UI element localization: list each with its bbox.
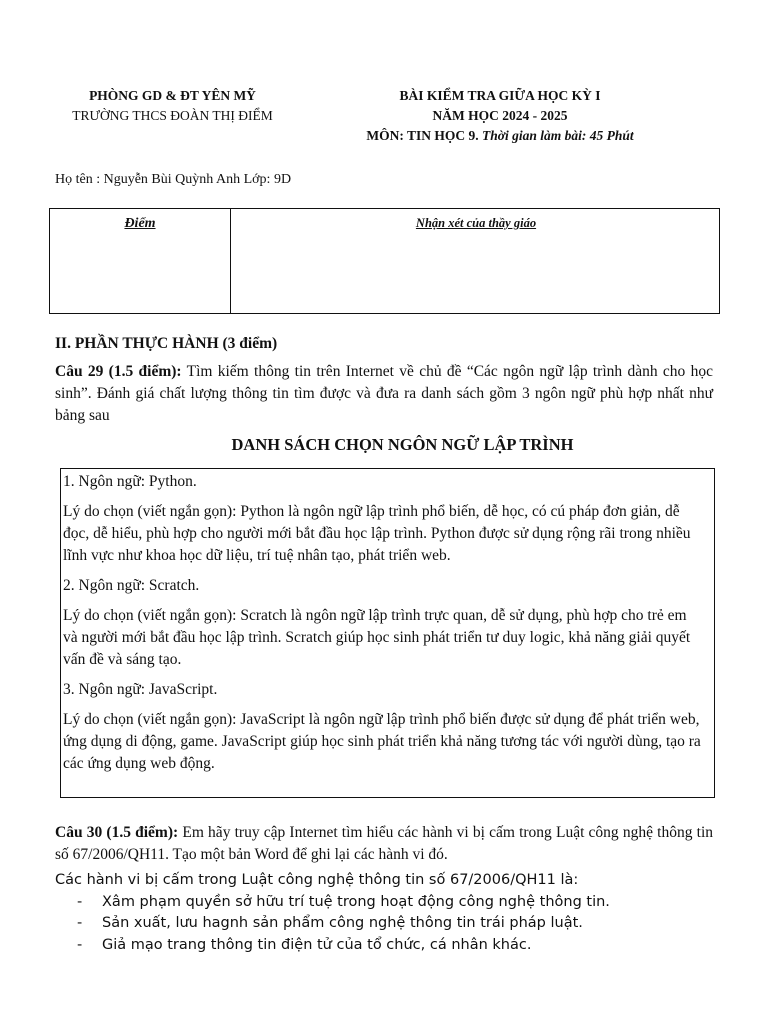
list-item-text: Giả mạo trang thông tin điện tử của tổ chức, cá nhân khác. xyxy=(102,936,532,953)
score-table xyxy=(49,208,720,314)
question-30-text: Em hãy truy cập Internet tìm hiểu các hành vi bị cấm trong Luật công nghệ thông tin số 67/2006/QH11. Tạo một bản Word để ghi lại các hành vi đó. xyxy=(55,824,713,863)
subject: MÔN: TIN HỌC 9. xyxy=(366,128,479,143)
prohibited-list xyxy=(55,892,735,957)
score-label: Điểm xyxy=(124,216,156,231)
prohibited-intro: Các hành vi bị cấm trong Luật công nghệ thông tin số 67/2006/QH11 là: xyxy=(55,872,579,888)
exam-title: BÀI KIỂM TRA GIỮA HỌC KỲ I xyxy=(399,88,601,103)
question-30-label: Câu 30 (1.5 điểm): xyxy=(55,824,179,841)
exam-duration: Thời gian làm bài: 45 Phút xyxy=(481,128,634,143)
department-name: PHÒNG GD & ĐT YÊN MỸ xyxy=(89,88,256,103)
subject-line xyxy=(330,126,670,146)
answer-reason-1: Lý do chọn (viết ngắn gọn): Python là ngôn ngữ lập trình phổ biến, dễ học, có cú pháp đơn giản, dễ đọc, dễ hiểu, phù hợp cho người mới bắt đầu học lập trình. Python được sử dụng rộng rãi trong nhiều lĩnh vực như khoa học dữ liệu, trí tuệ nhân tạo, phát triển web. xyxy=(63,503,691,564)
dash-bullet: - xyxy=(77,936,83,953)
list-title: DANH SÁCH CHỌN NGÔN NGỮ LẬP TRÌNH xyxy=(231,435,574,454)
answer-language-2: 2. Ngôn ngữ: Scratch. xyxy=(63,577,200,594)
school-year: NĂM HỌC 2024 - 2025 xyxy=(432,108,568,123)
question-29-text: Tìm kiếm thông tin trên Internet về chủ đề “Các ngôn ngữ lập trình dành cho học sinh”. Đánh giá chất lượng thông tin tìm được và đưa ra danh sách gồm 3 ngôn ngữ phù hợp nhất như bảng sau xyxy=(55,363,713,424)
answer-box xyxy=(60,468,715,798)
school-name: TRƯỜNG THCS ĐOÀN THỊ ĐIỂM xyxy=(72,108,273,123)
question-29-label: Câu 29 (1.5 điểm): xyxy=(55,363,182,380)
answer-language-1: 1. Ngôn ngữ: Python. xyxy=(63,473,197,490)
list-item xyxy=(55,892,735,914)
student-info: Họ tên : Nguyễn Bùi Quỳnh Anh Lớp: 9D xyxy=(55,172,292,187)
answer-reason-3: Lý do chọn (viết ngắn gọn): JavaScript là ngôn ngữ lập trình phổ biến được sử dụng để phát triển web, ứng dụng di động, game. JavaScript giúp học sinh phát triển khả năng tương tác với người dùng, tạo ra các ứng dụng web động. xyxy=(63,711,701,772)
prohibited-acts xyxy=(55,870,735,956)
question-29 xyxy=(55,361,713,427)
section-title: II. PHẦN THỰC HÀNH (3 điểm) xyxy=(55,335,278,352)
dash-bullet: - xyxy=(77,915,83,931)
answer-language-3: 3. Ngôn ngữ: JavaScript. xyxy=(63,681,218,698)
list-item-text: Sản xuất, lưu hagnh sản phẩm công nghệ thông tin trái pháp luật. xyxy=(102,915,583,931)
list-item xyxy=(55,935,735,957)
list-item-text: Xâm phạm quyền sở hữu trí tuệ trong hoạt động công nghệ thông tin. xyxy=(102,893,610,910)
question-30 xyxy=(55,822,713,866)
teacher-comment-label: Nhận xét của thầy giáo xyxy=(415,216,537,230)
school-header xyxy=(40,86,305,126)
exam-header xyxy=(330,86,670,146)
list-item xyxy=(55,913,735,935)
dash-bullet: - xyxy=(77,893,83,910)
answer-reason-2: Lý do chọn (viết ngắn gọn): Scratch là ngôn ngữ lập trình trực quan, dễ sử dụng, phù hợp cho trẻ em và người mới bắt đầu học lập trình. Scratch giúp học sinh phát triển tư duy logic, khả năng giải quyết vấn đề và sáng tạo. xyxy=(63,607,691,668)
